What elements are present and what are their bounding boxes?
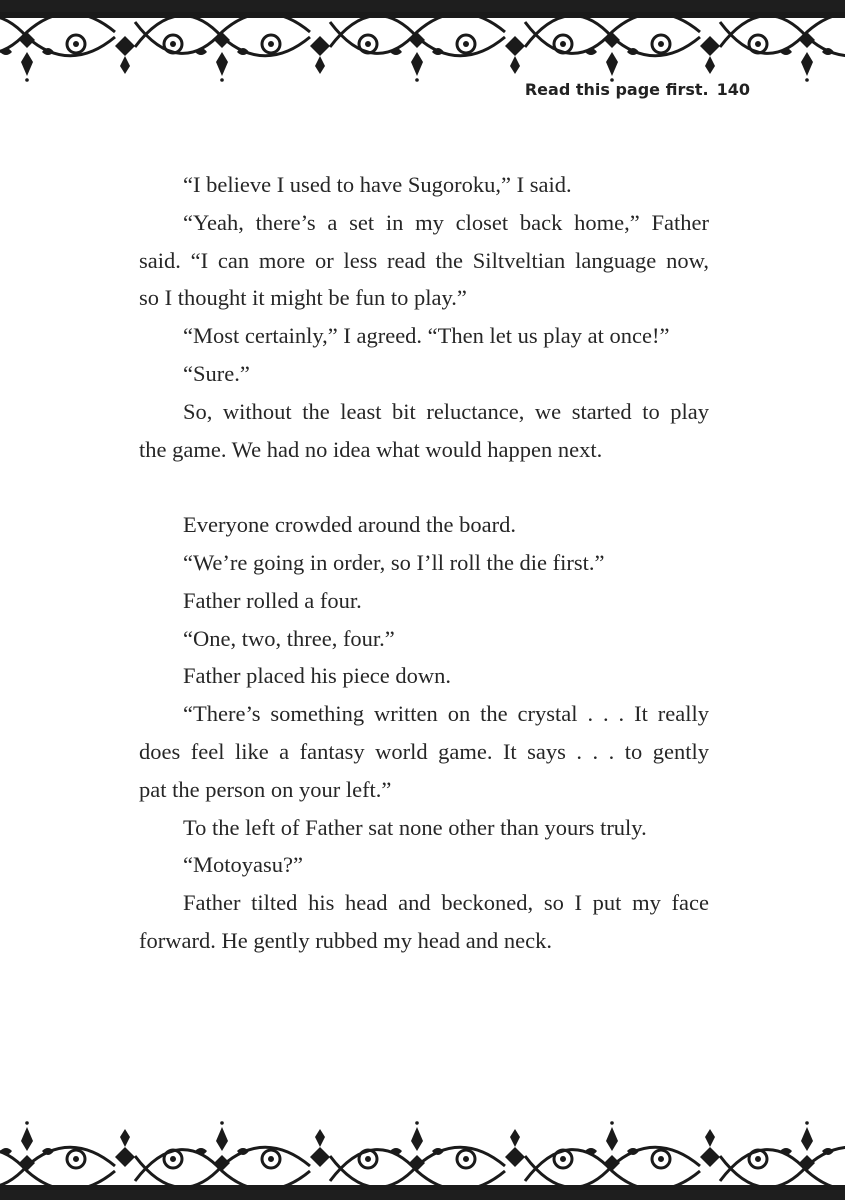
text-line: Father placed his piece down. <box>183 663 452 689</box>
text-line: Father rolled a four. <box>183 587 362 613</box>
paragraph <box>139 582 709 620</box>
bottom-border-bar <box>0 1190 845 1200</box>
text-line: “Sure.” <box>183 360 250 386</box>
text-line: “I believe I used to have Sugoroku,” I said. <box>183 172 572 197</box>
paragraph <box>139 544 709 582</box>
text-line: Father tilted his head and beckoned, so I put my face <box>183 890 709 916</box>
paragraph <box>139 506 709 544</box>
page-number: 140 <box>716 80 750 99</box>
header-title: Read this page first. <box>524 80 709 99</box>
text-line: the game. We had no idea what would happen next. <box>139 436 603 462</box>
text-line: does feel like a fantasy world game. It says . . . to gently <box>139 738 709 764</box>
text-line: so I thought it might be fun to play.” <box>139 285 467 311</box>
paragraph <box>139 393 709 469</box>
paragraph <box>139 695 709 808</box>
paragraph <box>139 166 709 204</box>
paragraph <box>139 884 709 960</box>
paragraph <box>139 204 709 317</box>
text-line: So, without the least bit reluctance, we started to play <box>183 398 709 424</box>
bottom-ornament-border <box>0 1121 845 1191</box>
text-line: forward. He gently rubbed my head and neck. <box>139 927 552 953</box>
paragraph <box>139 846 709 884</box>
paragraph <box>139 809 709 847</box>
top-ornament-border <box>0 12 845 82</box>
paragraph <box>139 317 709 355</box>
paragraph <box>139 657 709 695</box>
text-line: “Motoyasu?” <box>183 852 303 878</box>
text-line: pat the person on your left.” <box>139 776 392 802</box>
text-line: “There’s something written on the crystal . . . It really <box>183 701 709 727</box>
text-line: Everyone crowded around the board. <box>183 512 516 538</box>
paragraph <box>139 355 709 393</box>
text-line: said. “I can more or less read the Siltveltian language now, <box>139 247 709 273</box>
page-header <box>525 80 750 99</box>
paragraph <box>139 620 709 658</box>
text-line: To the left of Father sat none other than yours truly. <box>183 814 647 840</box>
page-body-text <box>139 166 709 960</box>
text-line: “Most certainly,” I agreed. “Then let us play at once!” <box>183 323 670 349</box>
text-line: “We’re going in order, so I’ll roll the die first.” <box>183 549 605 575</box>
text-line: “Yeah, there’s a set in my closet back home,” Father <box>183 209 709 235</box>
text-line: “One, two, three, four.” <box>183 625 395 651</box>
scene-break <box>139 468 709 506</box>
